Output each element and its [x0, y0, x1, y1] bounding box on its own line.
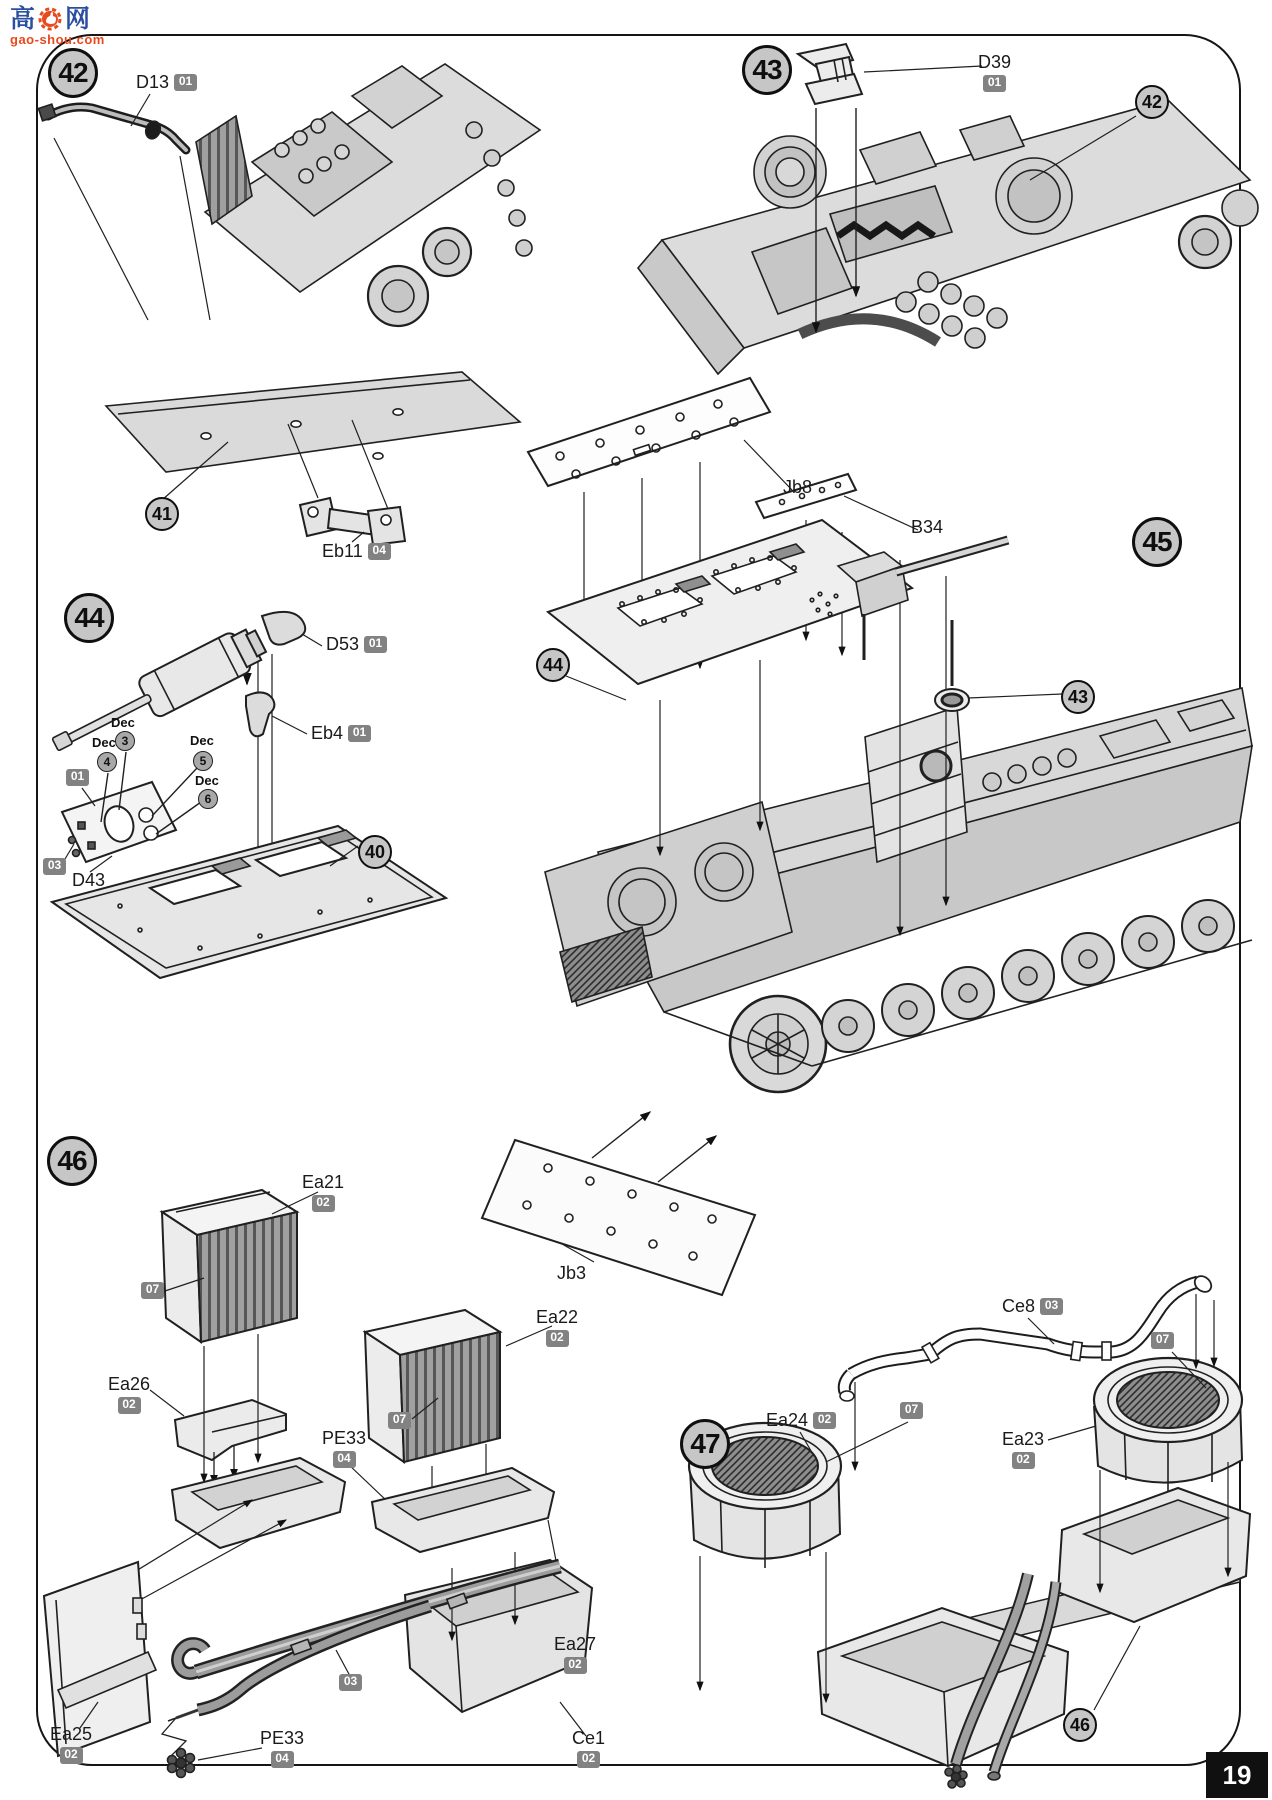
sprue-badge: 02 [813, 1412, 836, 1429]
part-label-d13 [136, 72, 197, 93]
part-label-ea24 [766, 1410, 836, 1431]
sprue-badge: 04 [333, 1451, 356, 1468]
part-name: Ea27 [554, 1634, 597, 1654]
part-label-d43 [72, 870, 105, 891]
part-name: Eb4 [311, 723, 344, 743]
step-circle-44: 44 [64, 593, 114, 643]
part-label-pe33-upper [322, 1428, 366, 1468]
step-circle-43: 43 [742, 45, 792, 95]
part-name: Ea23 [1002, 1429, 1045, 1449]
watermark [10, 6, 105, 46]
part-label-ea21 [302, 1172, 344, 1212]
sprue-badge: 02 [60, 1747, 83, 1764]
watermark-cn-right: 网 [65, 4, 91, 33]
illustration-step-45 [482, 378, 1252, 1295]
part-name: D43 [72, 870, 106, 890]
sprue-badge-07-ea24: 07 [900, 1402, 923, 1419]
decal-word-3: Dec [111, 715, 135, 730]
part-name: D53 [326, 634, 360, 654]
part-label-eb4 [311, 723, 371, 744]
part-label-ea25 [50, 1724, 92, 1764]
illustration-step-46 [44, 1190, 592, 1778]
part-label-jb8 [783, 477, 812, 498]
part-label-jb3 [557, 1263, 586, 1284]
decal-word-6: Dec [195, 773, 219, 788]
sprue-badge: 03 [1040, 1298, 1063, 1315]
decal-word-4: Dec [92, 735, 116, 750]
sprue-badge: 01 [348, 725, 371, 742]
sprue-badge: 02 [546, 1330, 569, 1347]
part-name: D13 [136, 72, 170, 92]
watermark-gear-logo [37, 6, 63, 32]
sprue-badge: 02 [118, 1397, 141, 1414]
part-label-d53 [326, 634, 387, 655]
sprue-badge: 02 [1012, 1452, 1035, 1469]
sprue-badge-07-ea23: 07 [1151, 1332, 1174, 1349]
illustration-step-44 [46, 612, 446, 978]
part-label-ea27 [554, 1634, 596, 1674]
part-name: Ce8 [1002, 1296, 1036, 1316]
callout-44: 44 [536, 648, 570, 682]
sprue-badge: 02 [564, 1657, 587, 1674]
part-name: PE33 [260, 1728, 305, 1748]
part-label-ea26 [108, 1374, 150, 1414]
part-name: PE33 [322, 1428, 367, 1448]
part-label-ea23 [1002, 1429, 1044, 1469]
sprue-badge: 01 [174, 74, 197, 91]
watermark-url: gao-shou.com [10, 32, 105, 47]
step-circle-46: 46 [47, 1136, 97, 1186]
part-name: Ea22 [536, 1307, 579, 1327]
part-name: Eb11 [322, 541, 363, 561]
sprue-badge: 01 [983, 75, 1006, 92]
callout-43: 43 [1061, 680, 1095, 714]
step-circle-47: 47 [680, 1419, 730, 1469]
decal-circle-5: 5 [193, 751, 213, 771]
sprue-badge-07-ea21: 07 [141, 1282, 164, 1299]
sprue-badge: 01 [364, 636, 387, 653]
part-name: D39 [978, 52, 1012, 72]
part-label-b34 [911, 517, 943, 538]
sprue-badge: 04 [271, 1751, 294, 1768]
illustration-step-47 [689, 1273, 1250, 1788]
sprue-badge: 04 [368, 543, 391, 560]
part-label-pe33-lower [260, 1728, 304, 1768]
callout-42: 42 [1135, 85, 1169, 119]
page-number: 19 [1206, 1752, 1268, 1798]
sprue-badge-07-ea22: 07 [388, 1412, 411, 1429]
part-name: Jb8 [783, 477, 813, 497]
sprue-badge-01: 01 [66, 769, 89, 786]
part-name: Ce1 [572, 1728, 606, 1748]
sprue-badge: 02 [577, 1751, 600, 1768]
callout-46: 46 [1063, 1708, 1097, 1742]
callout-41: 41 [145, 497, 179, 531]
sprue-badge-03-pipe: 03 [339, 1674, 362, 1691]
decal-word-5: Dec [190, 733, 214, 748]
part-name: B34 [911, 517, 944, 537]
part-name: Ea25 [50, 1724, 93, 1744]
part-name: Ea21 [302, 1172, 345, 1192]
callout-40: 40 [358, 835, 392, 869]
step-circle-45: 45 [1132, 517, 1182, 567]
part-label-ce8 [1002, 1296, 1063, 1317]
part-name: Ea24 [766, 1410, 809, 1430]
part-label-ea22 [536, 1307, 578, 1347]
part-name: Jb3 [557, 1263, 587, 1283]
sprue-badge-03: 03 [43, 858, 66, 875]
part-label-ce1 [572, 1728, 605, 1768]
part-label-d39 [978, 52, 1011, 92]
part-label-eb11 [322, 541, 391, 562]
decal-circle-3: 3 [115, 731, 135, 751]
illustration-step-42 [38, 64, 540, 545]
step-circle-42: 42 [48, 48, 98, 98]
sprue-badge: 02 [312, 1195, 335, 1212]
decal-circle-4: 4 [97, 752, 117, 772]
watermark-cn-left: 高 [10, 4, 36, 33]
decal-circle-6: 6 [198, 789, 218, 809]
part-name: Ea26 [108, 1374, 151, 1394]
